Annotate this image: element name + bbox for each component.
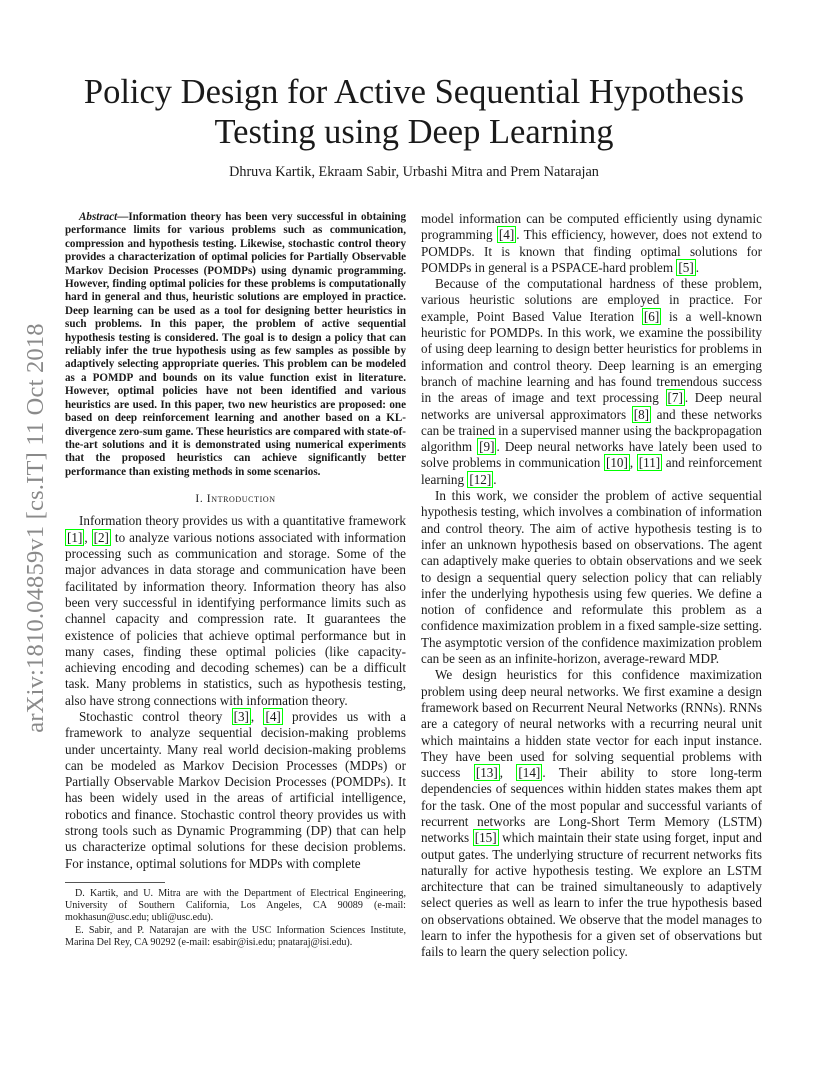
section-heading-introduction: I. Introduction (195, 493, 276, 506)
abstract-label: Abstract (79, 211, 118, 223)
citation-link[interactable]: [9] (479, 439, 495, 455)
right-column (421, 211, 762, 961)
authors: Dhruva Kartik, Ekraam Sabir, Urbashi Mitra and Prem Natarajan (229, 164, 599, 180)
citation-link[interactable]: [12] (469, 471, 492, 487)
citation-link[interactable]: [2] (93, 529, 109, 545)
body-paragraph-2: Because of the computational hardness of these problem, various heuristic solutions are employed in practice. For example, Point Based Value Iteration [6] is a well-known heuristic for POMDPs. In this work, we examine the possibility of using deep learning to design better heuristics for problems in information and control theory. Deep learning is an emerging branch of machine learning and has found tremendous success in the areas of image and text processing [7] . Deep neural networks are universal approximators [8] and these networks can be trained in a supervised manner using the backpropagation algorithm [9] . Deep neural networks have lately been used to solve problems in communication [10] , [11] and reinforcement learning [12] . (421, 276, 762, 487)
footnote-affiliation-2: E. Sabir, and P. Natarajan are with the USC Information Sciences Institute, Marina Del Rey, CA 90292 (e-mail: esabir@isi.edu; pnataraj@isi.edu). (65, 924, 406, 948)
title-line-1: Policy Design for Active Sequential Hypothesis (83, 73, 745, 111)
arxiv-stamp (19, 300, 53, 756)
citation-link[interactable]: [5] (678, 259, 694, 275)
body-paragraph-4: We design heuristics for this confidence maximization problem using deep neural networks. We first examine a design framework based on Recurrent Neural Networks (RNNs). RNNs are a category of neural networks with a recurring neural unit which maintains a hidden state vector for each input instance. They have been used for solving sequential problems with success [13] , [14] . Their ability to store long-term dependencies of sequences within hidden states makes them apt for the task. One of the most popular and successful variants of recurrent networks are Long-Short Term Memory (LSTM) networks [15] which maintain their state using forget, input and output gates. The underlying structure of recurrent networks fits naturally for active hypothesis testing. We explore an LSTM architecture that can be trained simultaneously to adaptively select queries as well as learn to infer the true hypothesis based on observations obtained. We observe that the model manages to learn to infer the hypothesis for a given set of observations but fails to learn the query selection policy. (421, 667, 763, 960)
citation-link[interactable]: [15] (474, 830, 497, 846)
citation-link[interactable]: [1] (67, 529, 83, 545)
citation-link[interactable]: [8] (633, 406, 650, 422)
abstract (65, 211, 406, 479)
citation-link[interactable]: [4] (265, 708, 281, 724)
body-paragraph-1: model information can be computed efficiently using dynamic programming [4] . This efficiency, however, does not extend to POMDPs. It is known that finding optimal solutions for POMDPs in general is a PSPACE-hard problem [5] . (421, 211, 762, 275)
title-line-2: Testing using Deep Learning (214, 113, 614, 151)
footnote-divider (65, 882, 165, 883)
citation-link[interactable]: [3] (233, 708, 249, 724)
intro-paragraph-1: Information theory provides us with a quantitative framework [1] , [2] to analyze various notions associated with information processing such as communication and storage. Some of the major advances in data storage and communication have been facilitated by information theory. Information theory has also been very successful in identifying performance limits such as channel capacity and compression rate. It guarantees the existence of policies that achieve optimal performance but in many cases, finding these optimal policies (like capacity-achieving encoding and decoding schemes) can be a difficult task. Many problems in statistics, such as hypothesis testing, also have strong connections with information theory. (65, 513, 406, 708)
citation-link[interactable]: [11] (638, 455, 661, 471)
citation-link[interactable]: [10] (605, 455, 628, 471)
arxiv-stamp-text: arXiv:1810.04859v1 [cs.IT] 11 Oct 2018 (22, 323, 50, 733)
paper-title (60, 72, 768, 152)
citation-link[interactable]: [13] (475, 765, 498, 781)
citation-link[interactable]: [14] (518, 765, 541, 781)
footnote-affiliation-1: D. Kartik, and U. Mitra are with the Department of Electrical Engineering, University of Southern California, Los Angeles, CA 90089 (e-mail: mokhasun@usc.edu; ubli@usc.edu). (65, 887, 406, 924)
abstract-text: —Information theory has been very successful in obtaining performance limits for various problems such as communication, compression and hypothesis testing. Likewise, stochastic control theory provides a characterization of optimal policies for Partially Observable Markov Decision Processes (POMDPs) using dynamic programming. However, finding optimal policies for these problems is computationally hard in general and thus, heuristic solutions are employed in practice. Deep learning can be used as a tool for designing better heuristics in such problems. In this paper, the problem of active sequential hypothesis testing is considered. The goal is to design a policy that can reliably infer the true hypothesis using as few samples as possible by adaptively selecting appropriate queries. This problem can be modeled as a POMDP and bounds on its value function exist in literature. However, optimal policies have not been identified and various heuristics are used. In this paper, two new heuristics are proposed: one based on deep reinforcement learning and another based on a KL-divergence zero-sum game. These heuristics are compared with state-of-the-art solutions and it is demonstrated using numerical experiments that the proposed heuristics can achieve significantly better performance than existing methods in some scenarios. (65, 211, 406, 478)
body-paragraph-3: In this work, we consider the problem of active sequential hypothesis testing, which involves a combination of information and control theory. The aim of active hypothesis testing is to infer an unknown hypothesis based on observations. The agent can adaptively make queries to obtain observations and we seek to design a sequential query selection policy that can reliably infer the underlying hypothesis using few queries. We define a notion of confidence and reformulate this problem as a confidence maximization problem in a fixed sample-size setting. The asymptotic version of the confidence maximization problem can be seen as an infinite-horizon, average-reward MDP. (421, 488, 762, 667)
citation-link[interactable]: [7] (667, 390, 683, 406)
left-column (65, 211, 406, 949)
citation-link[interactable]: [4] (498, 227, 515, 243)
intro-paragraph-2: Stochastic control theory [3] , [4] provides us with a framework to analyze sequential decision-making problems under uncertainty. Many real world decision-making problems can be modeled as Markov Decision Processes (MDPs) or Partially Observable Markov Decision Processes (POMDPs). It has been widely used in the areas of artificial intelligence, robotics and finance. Stochastic control theory provides us with strong tools such as Dynamic Programming (DP) that can help us characterize optimal solutions for these decision problems. For instance, optimal solutions for MDPs with complete (65, 708, 406, 871)
citation-link[interactable]: [6] (643, 308, 660, 324)
